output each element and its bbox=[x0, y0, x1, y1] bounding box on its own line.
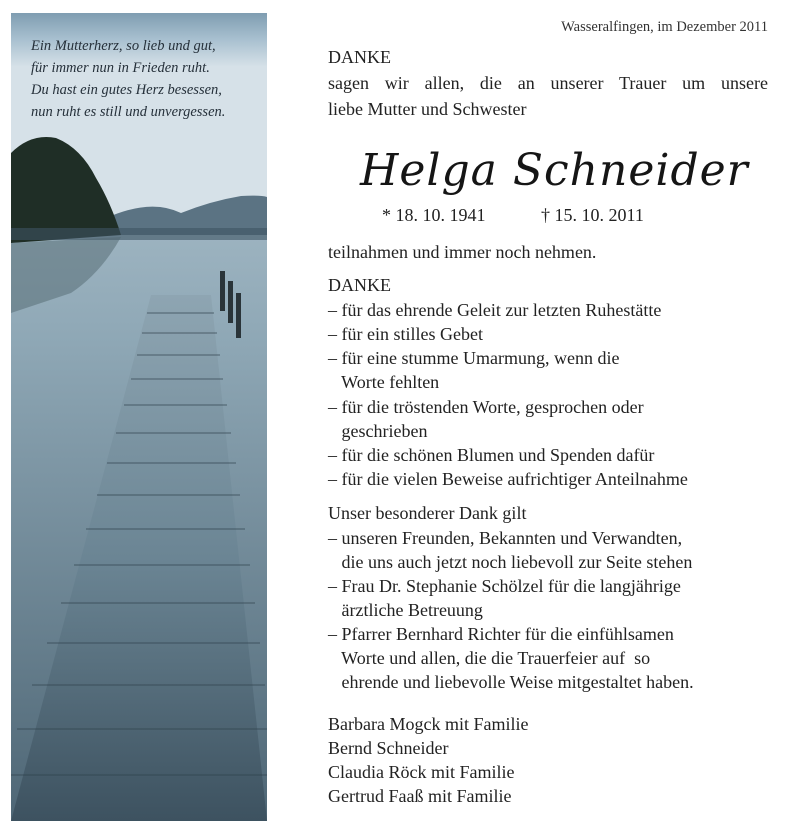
thanks-line: – für die tröstenden Worte, gesprochen oder bbox=[328, 397, 644, 417]
after-line: teilnahmen und immer noch nehmen. bbox=[328, 242, 597, 262]
deceased-name: Helga Schneider bbox=[360, 145, 749, 196]
signature: Bernd Schneider bbox=[328, 738, 449, 758]
special-line: Worte und allen, die die Trauerfeier auf so bbox=[328, 648, 651, 668]
signature: Claudia Röck mit Familie bbox=[328, 762, 515, 782]
special-heading: Unser besonderer Dank gilt bbox=[328, 503, 527, 523]
thanks-line: geschrieben bbox=[328, 421, 428, 441]
thanks-line: – für die schönen Blumen und Spenden dafür bbox=[328, 445, 655, 465]
death-date: † 15. 10. 2011 bbox=[541, 205, 644, 225]
special-line: ärztliche Betreuung bbox=[328, 600, 483, 620]
signature: Gertrud Faaß mit Familie bbox=[328, 786, 512, 806]
thanks-line: Worte fehlten bbox=[328, 372, 440, 392]
special-line: die uns auch jetzt noch liebevoll zur Seite stehen bbox=[328, 552, 693, 572]
place-date: Wasseralfingen, im Dezember 2011 bbox=[561, 19, 768, 35]
birth-date: * 18. 10. 1941 bbox=[382, 205, 486, 225]
special-line: – Frau Dr. Stephanie Schölzel für die langjährige bbox=[328, 576, 681, 596]
thanks-line: – für ein stilles Gebet bbox=[328, 324, 483, 344]
intro-line-2: liebe Mutter und Schwester bbox=[328, 99, 527, 119]
intro-line-1: sagen wir allen, die an unserer Trauer um unsere bbox=[328, 73, 768, 93]
signature: Barbara Mogck mit Familie bbox=[328, 714, 529, 734]
poem: Ein Mutterherz, so lieb und gut, für immer nun in Frieden ruht. Du hast ein gutes Herz besessen, nun ruht es still und unvergessen. bbox=[31, 38, 226, 120]
thanks-line: – für das ehrende Geleit zur letzten Ruhestätte bbox=[328, 300, 662, 320]
special-line: – Pfarrer Bernhard Richter für die einfühlsamen bbox=[328, 624, 674, 644]
intro-danke: DANKE bbox=[328, 47, 391, 67]
lake-pier-photo bbox=[11, 13, 267, 821]
thanks-heading: DANKE bbox=[328, 275, 391, 295]
thanks-line: – für eine stumme Umarmung, wenn die bbox=[328, 348, 620, 368]
special-line: ehrende und liebevolle Weise mitgestaltet haben. bbox=[328, 672, 694, 692]
thanks-line: – für die vielen Beweise aufrichtiger Anteilnahme bbox=[328, 469, 688, 489]
special-line: – unseren Freunden, Bekannten und Verwandten, bbox=[328, 528, 683, 548]
